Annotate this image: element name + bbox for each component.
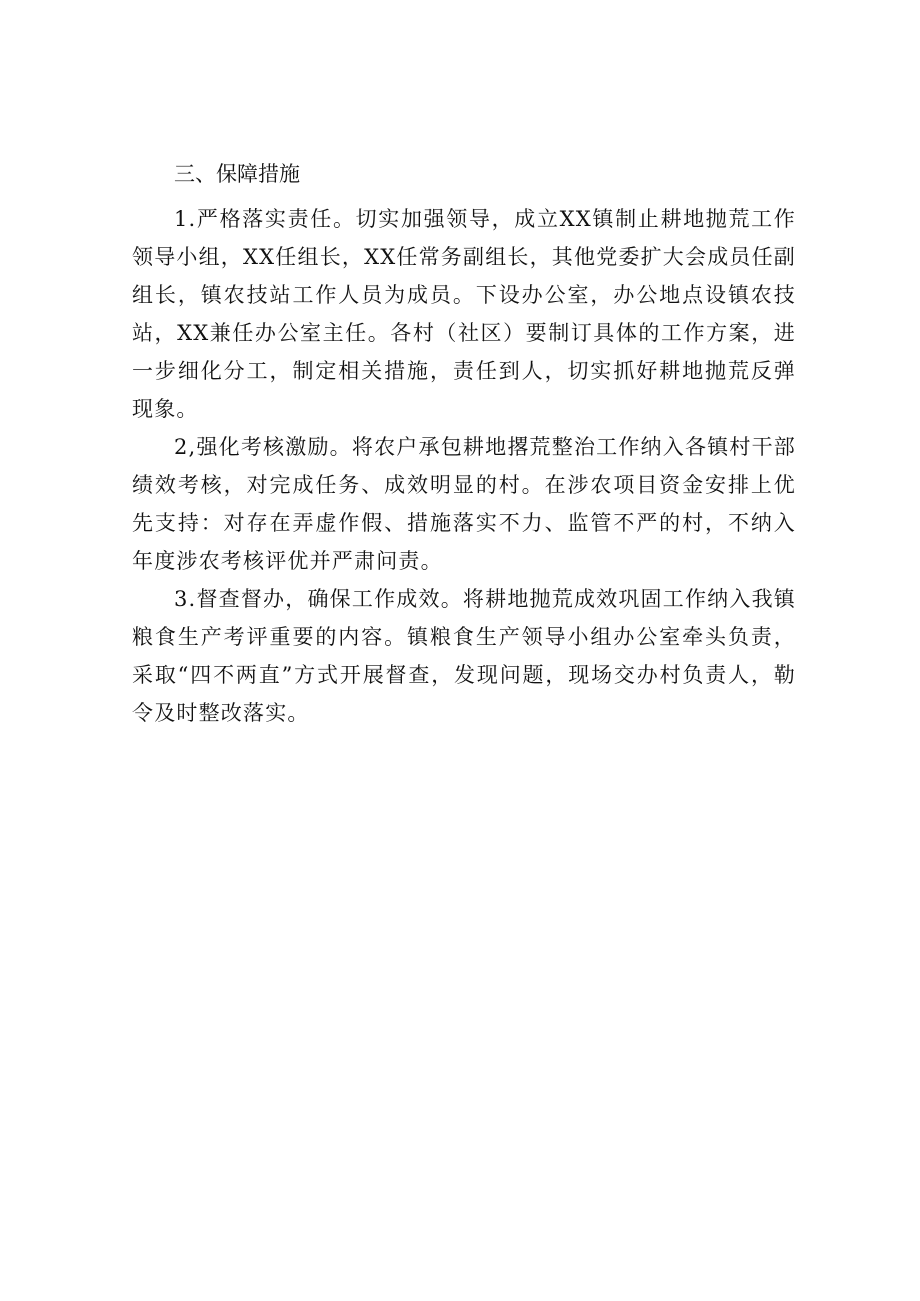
- document-body: [132, 154, 796, 732]
- section-heading: 三、保障措施: [174, 162, 300, 186]
- paragraph-assessment: 2,强化考核激励。将农户承包耕地撂荒整治工作纳入各镇村干部绩效考核，对完成任务、成效明显的村。在涉农项目资金安排上优先支持：对存在弄虚作假、措施落实不力、监管不严的村，不纳入年度涉农考核评优并严肃问责。: [132, 435, 796, 573]
- paragraph-supervision: 3.督查督办，确保工作成效。将耕地抛荒成效巩固工作纳入我镇粮食生产考评重要的内容。镇粮食生产领导小组办公室牵头负责，采取“四不两直”方式开展督查，发现问题，现场交办村负责人，勒令及时整改落实。: [132, 587, 796, 725]
- paragraph-responsibility: 1.严格落实责任。切实加强领导，成立XX镇制止耕地抛荒工作领导小组，XX任组长，XX任常务副组长，其他党委扩大会成员任副组长，镇农技站工作人员为成员。下设办公室，办公地点设镇农技站，XX兼任办公室主任。各村（社区）要制订具体的工作方案，进一步细化分工，制定相关措施，责任到人，切实抓好耕地抛荒反弹现象。: [132, 207, 796, 421]
